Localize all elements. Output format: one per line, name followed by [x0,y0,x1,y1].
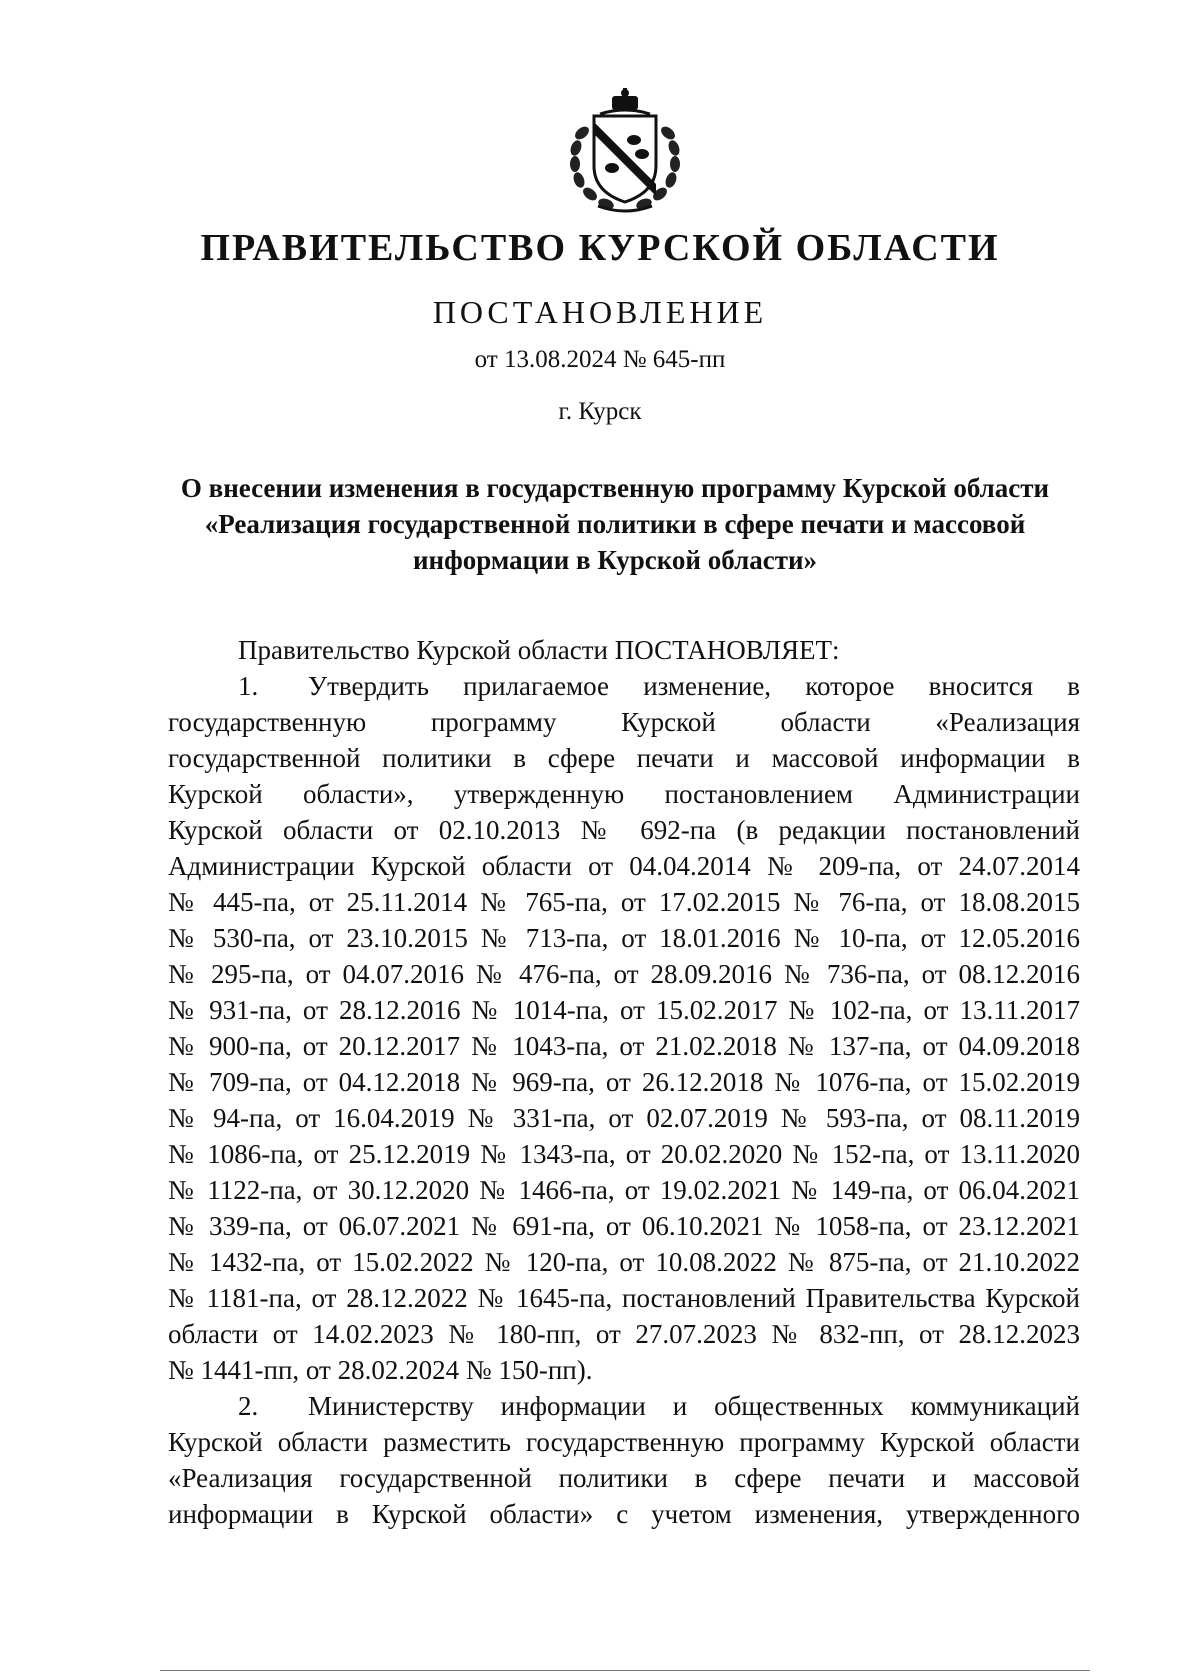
item-1-line: № 1122-па, от 30.12.2020 № 1466-па, от 19.02.2021 № 149-па, от 06.04.2021 [168,1175,1080,1205]
subject-line: О внесении изменения в государственную программу Курской области [180,473,1050,503]
coat-of-arms-emblem [560,88,690,218]
item-1-line: № 530-па, от 23.10.2015 № 713-па, от 18.01.2016 № 10-па, от 12.05.2016 [168,923,1080,953]
document-type: ПОСТАНОВЛЕНИЕ [432,294,768,330]
item-1-line: № 445-па, от 25.11.2014 № 765-па, от 17.02.2015 № 76-па, от 18.08.2015 [168,887,1080,917]
item-1-line: № 709-па, от 04.12.2018 № 969-па, от 26.12.2018 № 1076-па, от 15.02.2019 [168,1067,1080,1097]
document-subject [140,470,1090,578]
document-date-number: от 13.08.2024 № 645-пп [474,346,726,373]
item-text: Утвердить прилагаемое изменение, которое вносится в [308,671,1080,701]
item-1-line: Курской области», утвержденную постановлением Администрации [168,779,1080,809]
item-1-line: № 94-па, от 16.04.2019 № 331-па, от 02.07.2019 № 593-па, от 08.11.2019 [168,1103,1080,1133]
item-1-line: № 1086-па, от 25.12.2019 № 1343-па, от 20.02.2020 № 152-па, от 13.11.2020 [168,1139,1080,1169]
item-1-line: № 339-па, от 06.07.2021 № 691-па, от 06.10.2021 № 1058-па, от 23.12.2021 [168,1211,1080,1241]
item-1-line: № 295-па, от 04.07.2016 № 476-па, от 28.09.2016 № 736-па, от 08.12.2016 [168,959,1080,989]
page-bottom-rule [160,1670,1090,1671]
item-text: Министерству информации и общественных коммуникаций [308,1391,1080,1421]
document-body [168,632,1080,1532]
subject-line: «Реализация государственной политики в сфере печати и массовой [204,509,1026,539]
item-1-line: № 1181-па, от 28.12.2022 № 1645-па, постановлений Правительства Курской [168,1283,1080,1313]
item-2-line: «Реализация государственной политики в сфере печати и массовой [168,1463,1080,1493]
item-1-last-line: № 1441-пп, от 28.02.2024 № 150-пп). [168,1355,593,1385]
preamble: Правительство Курской области ПОСТАНОВЛЯЕТ: [238,635,840,665]
item-1-line: государственную программу Курской области «Реализация [168,707,1080,737]
subject-line: информации в Курской области» [412,545,818,575]
item-number: 1. [238,671,259,701]
item-1-line: государственной политики в сфере печати и массовой информации в [168,743,1080,773]
item-1-line: № 1432-па, от 15.02.2022 № 120-па, от 10.08.2022 № 875-па, от 21.10.2022 [168,1247,1080,1277]
item-2-line: Курской области разместить государственную программу Курской области [168,1427,1080,1457]
item-number: 2. [238,1391,259,1421]
item-2-first-line [168,1388,1080,1424]
document-city: г. Курск [558,398,642,425]
item-1-line: области от 14.02.2023 № 180-пп, от 27.07.2023 № 832-пп, от 28.12.2023 [168,1319,1080,1349]
government-title: ПРАВИТЕЛЬСТВО КУРСКОЙ ОБЛАСТИ [200,227,1000,269]
item-2-line: информации в Курской области» с учетом изменения, утвержденного [168,1499,1080,1529]
item-1-line: Курской области от 02.10.2013 № 692-па (в редакции постановлений [168,815,1080,845]
item-1-line: № 900-па, от 20.12.2017 № 1043-па, от 21.02.2018 № 137-па, от 04.09.2018 [168,1031,1080,1061]
item-1-line: Администрации Курской области от 04.04.2014 № 209-па, от 24.07.2014 [168,851,1080,881]
item-1-first-line [168,668,1080,704]
item-1-line: № 931-па, от 28.12.2016 № 1014-па, от 15.02.2017 № 102-па, от 13.11.2017 [168,995,1080,1025]
